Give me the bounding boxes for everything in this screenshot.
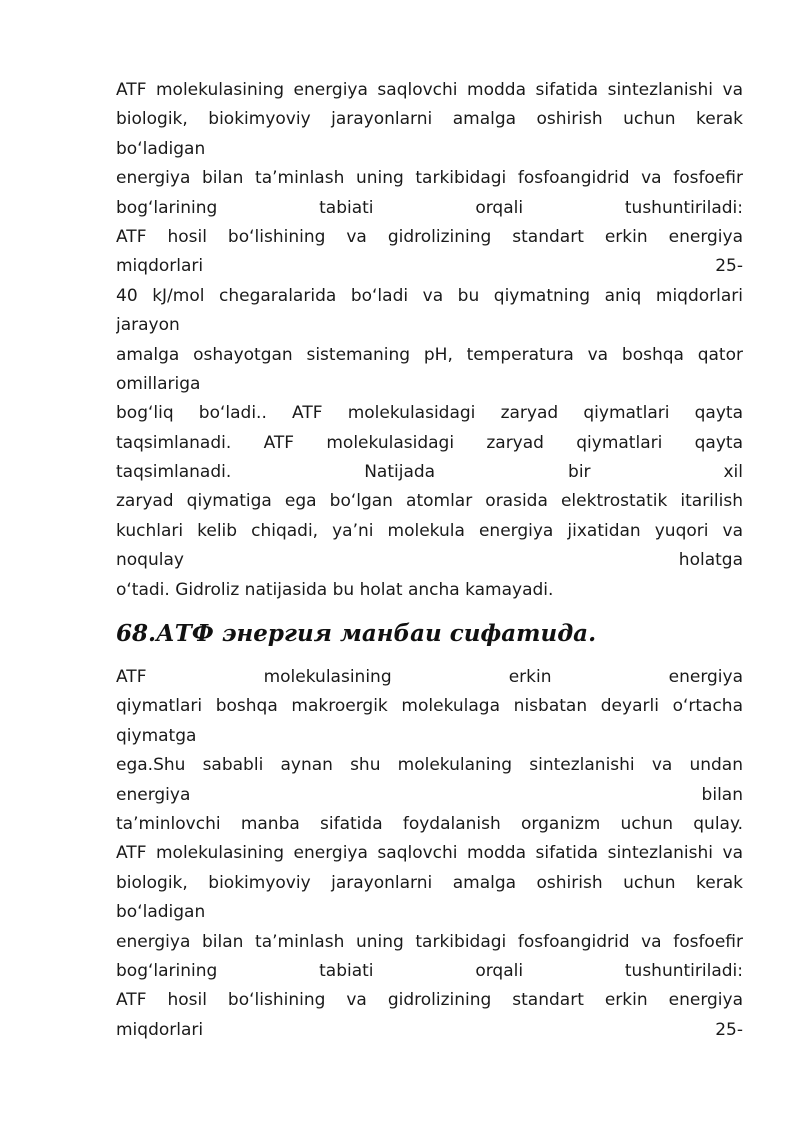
text-line: ATF molekulasining energiya saqlovchi modda sifatida sintezlanishi va bbox=[116, 843, 743, 864]
text-line: omillariga bbox=[116, 373, 201, 394]
text-line: kuchlari kelib chiqadi, ya’ni molekula energiya jixatidan yuqori va bbox=[116, 520, 743, 541]
paragraph-block-2 bbox=[116, 663, 743, 1045]
text-line: qiymatga bbox=[116, 725, 197, 746]
paragraph-block-1 bbox=[116, 76, 743, 605]
section-heading: 68.АТФ энергия манбаи сифатида. bbox=[116, 620, 597, 648]
text-line: ATF hosil bo‘lishining va gidrolizining standart erkin energiya bbox=[116, 226, 743, 247]
text-line: bo‘ladigan bbox=[116, 902, 206, 923]
text-line: taqsimlanadi. Natijada bir xil bbox=[116, 462, 743, 483]
text-line: biologik, biokimyoviy jarayonlarni amalga oshirish uchun kerak bbox=[116, 872, 743, 893]
text-line: energiya bilan ta’minlash uning tarkibidagi fosfoangidrid va fosfoefir bbox=[116, 931, 743, 952]
document-page bbox=[116, 76, 743, 1045]
text-line: bog‘larining tabiati orqali tushuntiriladi: bbox=[116, 960, 743, 981]
text-line: bog‘larining tabiati orqali tushuntiriladi: bbox=[116, 197, 743, 218]
text-line: o‘tadi. Gidroliz natijasida bu holat ancha kamayadi. bbox=[116, 579, 554, 600]
text-line: ATF hosil bo‘lishining va gidrolizining standart erkin energiya bbox=[116, 990, 743, 1011]
text-line: miqdorlari 25- bbox=[116, 1019, 743, 1040]
text-line: biologik, biokimyoviy jarayonlarni amalga oshirish uchun kerak bbox=[116, 109, 743, 130]
text-line: zaryad qiymatiga ega bo‘lgan atomlar orasida elektrostatik itarilish bbox=[116, 491, 743, 512]
text-line: ega.Shu sababli aynan shu molekulaning sintezlanishi va undan bbox=[116, 755, 743, 776]
text-line: noqulay holatga bbox=[116, 550, 743, 571]
text-line: energiya bilan bbox=[116, 784, 743, 805]
text-line: bo‘ladigan bbox=[116, 138, 206, 159]
text-line: bog‘liq bo‘ladi.. ATF molekulasidagi zaryad qiymatlari qayta bbox=[116, 403, 743, 424]
text-line: qiymatlari boshqa makroergik molekulaga nisbatan deyarli o‘rtacha bbox=[116, 696, 743, 717]
text-line: taqsimlanadi. ATF molekulasidagi zaryad qiymatlari qayta bbox=[116, 432, 743, 453]
text-line: miqdorlari 25- bbox=[116, 256, 743, 277]
text-line: ta’minlovchi manba sifatida foydalanish organizm uchun qulay. bbox=[116, 813, 743, 834]
text-line: ATF molekulasining energiya saqlovchi modda sifatida sintezlanishi va bbox=[116, 80, 743, 100]
text-line: jarayon bbox=[116, 315, 180, 336]
text-line: amalga oshayotgan sistemaning pH, temperatura va boshqa qator bbox=[116, 344, 743, 365]
text-line: energiya bilan ta’minlash uning tarkibidagi fosfoangidrid va fosfoefir bbox=[116, 168, 743, 189]
text-line: 40 kJ/mol chegaralarida bo‘ladi va bu qiymatning aniq miqdorlari bbox=[116, 285, 743, 306]
text-line: ATF molekulasining erkin energiya bbox=[116, 667, 743, 688]
